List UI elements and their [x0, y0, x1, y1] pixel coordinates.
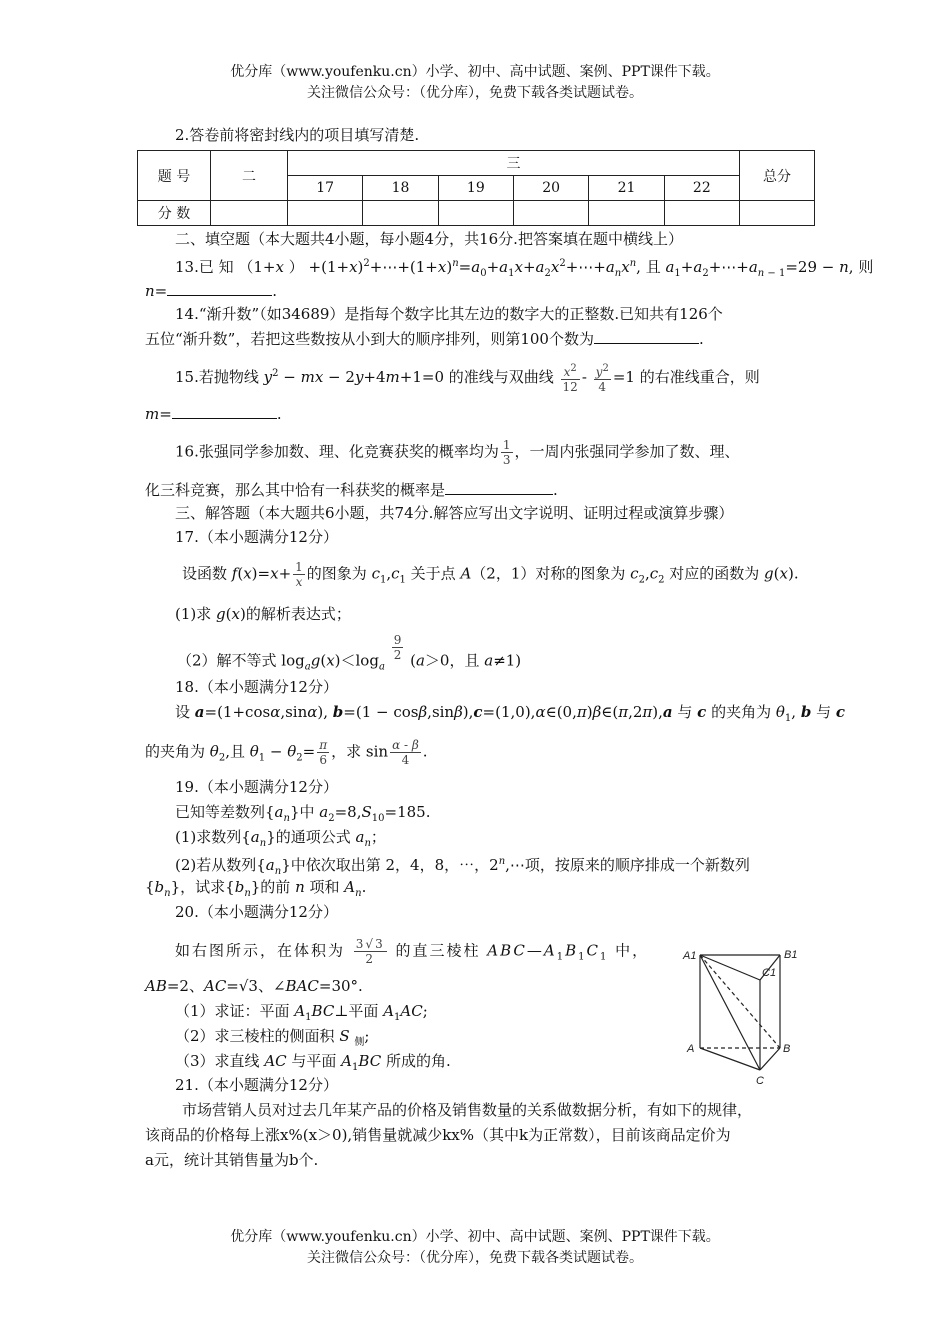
q15-frac-1: $\frac{x^2}{12}$ [562, 363, 578, 394]
label-a: A [687, 1043, 695, 1055]
q16-line-2: 化三科竞赛，那么其中恰有一科获奖的概率是 . [145, 481, 558, 499]
col-num: 22 [664, 176, 739, 201]
notice-text: 2.答卷前将密封线内的项目填写清楚. [175, 126, 420, 144]
q18-line-1: 设 a=(1+cosα,sinα), b=(1 − cosβ,sinβ),c=(1,0),α∈(0,π)β∈(π,2π),a 与 c 的夹角为 $\theta_1$, b 与 c [175, 703, 845, 724]
prism-figure [680, 940, 810, 1090]
q16-line-1 [145, 438, 840, 467]
col-num: 17 [288, 176, 363, 201]
col-section-3: 三 [288, 151, 740, 176]
label-b: B [783, 1043, 791, 1055]
q20-part-2: （2）求三棱柱的侧面积 S $_侧$; [175, 1027, 370, 1048]
col-section-2: 二 [211, 151, 288, 201]
score-table [137, 150, 815, 226]
q20-frac: $\frac{3√3}{2}$ [355, 937, 385, 966]
score-cell[interactable] [363, 201, 438, 226]
q13-answer-blank[interactable] [167, 295, 272, 296]
q17-part-1: (1)求 g(x)的解析表达式； [175, 605, 351, 623]
row-label-question: 题 号 [138, 151, 211, 201]
q19-line-3: (2)若从数列$\{a_n\}$中依次取出第 2，4，8，⋯，2$^n$,⋯项，按原来的顺序排成一个新数列 [175, 856, 750, 877]
col-num: 18 [363, 176, 438, 201]
q21-heading: 21.（本小题满分12分） [175, 1076, 338, 1094]
col-total: 总分 [740, 151, 815, 201]
q21-line-2: 该商品的价格每上涨x%(x＞0),销售量就减少kx%（其中k为正常数），目前该商品定价为 [145, 1126, 731, 1144]
q17-heading: 17.（本小题满分12分） [175, 528, 338, 546]
q20-heading: 20.（本小题满分12分） [175, 903, 338, 921]
q16-line-1-text-b: ，一周内张强同学参加了数、理、 [514, 442, 740, 461]
q17-frac: $\frac{1}{x}$ [295, 560, 303, 589]
q15-frac-2: $\frac{y^2}{4}$ [595, 363, 609, 394]
score-cell[interactable] [740, 201, 815, 226]
q16-answer-blank[interactable] [445, 494, 553, 495]
q17-frac-2: $\frac{9}{2}$ [393, 633, 402, 662]
label-a1: A1 [683, 950, 697, 962]
q19-heading: 19.（本小题满分12分） [175, 778, 338, 796]
label-b1: B1 [784, 949, 798, 961]
header-line-2: 关注微信公众号：（优分库），免费下载各类试题试卷。 [307, 85, 643, 101]
q21-line-3: a元，统计其销售量为b个. [145, 1151, 319, 1169]
q19-line-2: (1)求数列$\{a_n\}$的通项公式 $a_n$； [175, 828, 386, 849]
score-cell[interactable] [513, 201, 588, 226]
q16-frac: $\frac{1}{3}$ [502, 438, 511, 467]
q16-line-2-text: 化三科竞赛，那么其中恰有一科获奖的概率是 [145, 481, 446, 499]
q13-line-1: 13.已 知 （1+x ） $+(1+x)^2+\cdots+(1+x)^n=a_0+a_1x+a_2x^2+\cdots+a_nx^n$, 且 $a_1+a_2+\cdots+a_{n - 1}=29 - n$, 则 [175, 258, 874, 279]
q20-line-2: AB=2、AC=√3、∠BAC=30°. [145, 977, 363, 995]
row-label-score: 分 数 [138, 201, 211, 226]
col-num: 19 [438, 176, 513, 201]
section-3-title: 三、解答题（本大题共6小题，共74分.解答应写出文字说明、证明过程或演算步骤） [175, 504, 734, 522]
q14-line-2: 五位“渐升数”，若把这些数按从小到大的顺序排列，则第100个数为 . [145, 330, 704, 348]
q18-frac-2: $\frac{\alpha - \beta}{4}$ [392, 738, 419, 767]
q18-line-2: 的夹角为 $\theta_2$,且 $\theta_1 - \theta_2=$ $\frac{\pi}{6}$ ，求 sin $\frac{\alpha - \beta}{4}$ . [145, 738, 428, 767]
q14-line-2-text: 五位“渐升数”，若把这些数按从小到大的顺序排列，则第100个数为 [145, 330, 594, 348]
q19-line-4: $\{b_n\}$，试求$\{b_n\}$的前 n 项和 $A_n$. [145, 878, 367, 899]
q14-line-1: 14.“渐升数”（如34689）是指每个数字比其左边的数字大的正整数.已知共有126个 [175, 305, 723, 323]
col-num: 20 [513, 176, 588, 201]
q13-line-2: n= . [145, 282, 278, 300]
score-cell[interactable] [589, 201, 664, 226]
q18-frac-1: $\frac{\pi}{6}$ [319, 738, 328, 767]
q20-part-1: （1）求证：平面 $A_1BC\perp$平面 $A_1AC$; [175, 1002, 428, 1023]
score-cell[interactable] [438, 201, 513, 226]
footer-line-2: 关注微信公众号：（优分库），免费下载各类试题试卷。 [307, 1250, 643, 1266]
header-line-1: 优分库（www.youfenku.cn）小学、初中、高中试题、案例、PPT课件下载。 [230, 64, 720, 80]
q18-heading: 18.（本小题满分12分） [175, 678, 338, 696]
q20-part-3: （3）求直线 AC 与平面 $A_1BC$ 所成的角. [175, 1052, 451, 1073]
q16-line-1-text: 16.张强同学参加数、理、化竞赛获奖的概率均为 [175, 442, 499, 461]
score-cell[interactable] [288, 201, 363, 226]
q15-line-1: 15.若抛物线 $y^2$ − mx − 2y+4m+1=0 的准线与双曲线 $\frac{x^2}{12}$ - $\frac{y^2}{4}$ =1 的右准线重合，则 [175, 363, 760, 394]
col-num: 21 [589, 176, 664, 201]
score-cell[interactable] [664, 201, 739, 226]
score-cell[interactable] [211, 201, 288, 226]
q15-line-2: m= . [145, 405, 282, 423]
q17-statement: 设函数 f(x)=x+ $\frac{1}{x}$ 的图象为 $c_1,c_1$ 关于点 A（2，1）对称的图象为 $c_2,c_2$ 对应的函数为 g(x). [182, 560, 799, 589]
q14-answer-blank[interactable] [594, 343, 699, 344]
q19-line-1: 已知等差数列$\{a_n\}$中 $a_2=8,S_{10}=185$. [175, 803, 431, 824]
section-2-title: 二、填空题（本大题共4小题，每小题4分，共16分.把答案填在题中横线上） [175, 230, 683, 248]
label-c: C [756, 1075, 764, 1087]
q21-line-1: 市场营销人员对过去几年某产品的价格及销售数量的关系做数据分析，有如下的规律， [182, 1101, 753, 1119]
q17-part-2: （2）解不等式 $\log_ag(x)<\log_a$ $\frac{9}{2}$ (a＞0，且 a≠1) [177, 633, 522, 673]
q15-answer-blank[interactable] [172, 418, 277, 419]
q20-line-1: 如右图所示，在体积为 $\frac{3√3}{2}$ 的直三棱柱 $ABC—A_1B_1C_1$ 中， [175, 937, 650, 966]
footer-line-1: 优分库（www.youfenku.cn）小学、初中、高中试题、案例、PPT课件下载。 [230, 1229, 720, 1245]
label-c1: C1 [762, 967, 777, 979]
